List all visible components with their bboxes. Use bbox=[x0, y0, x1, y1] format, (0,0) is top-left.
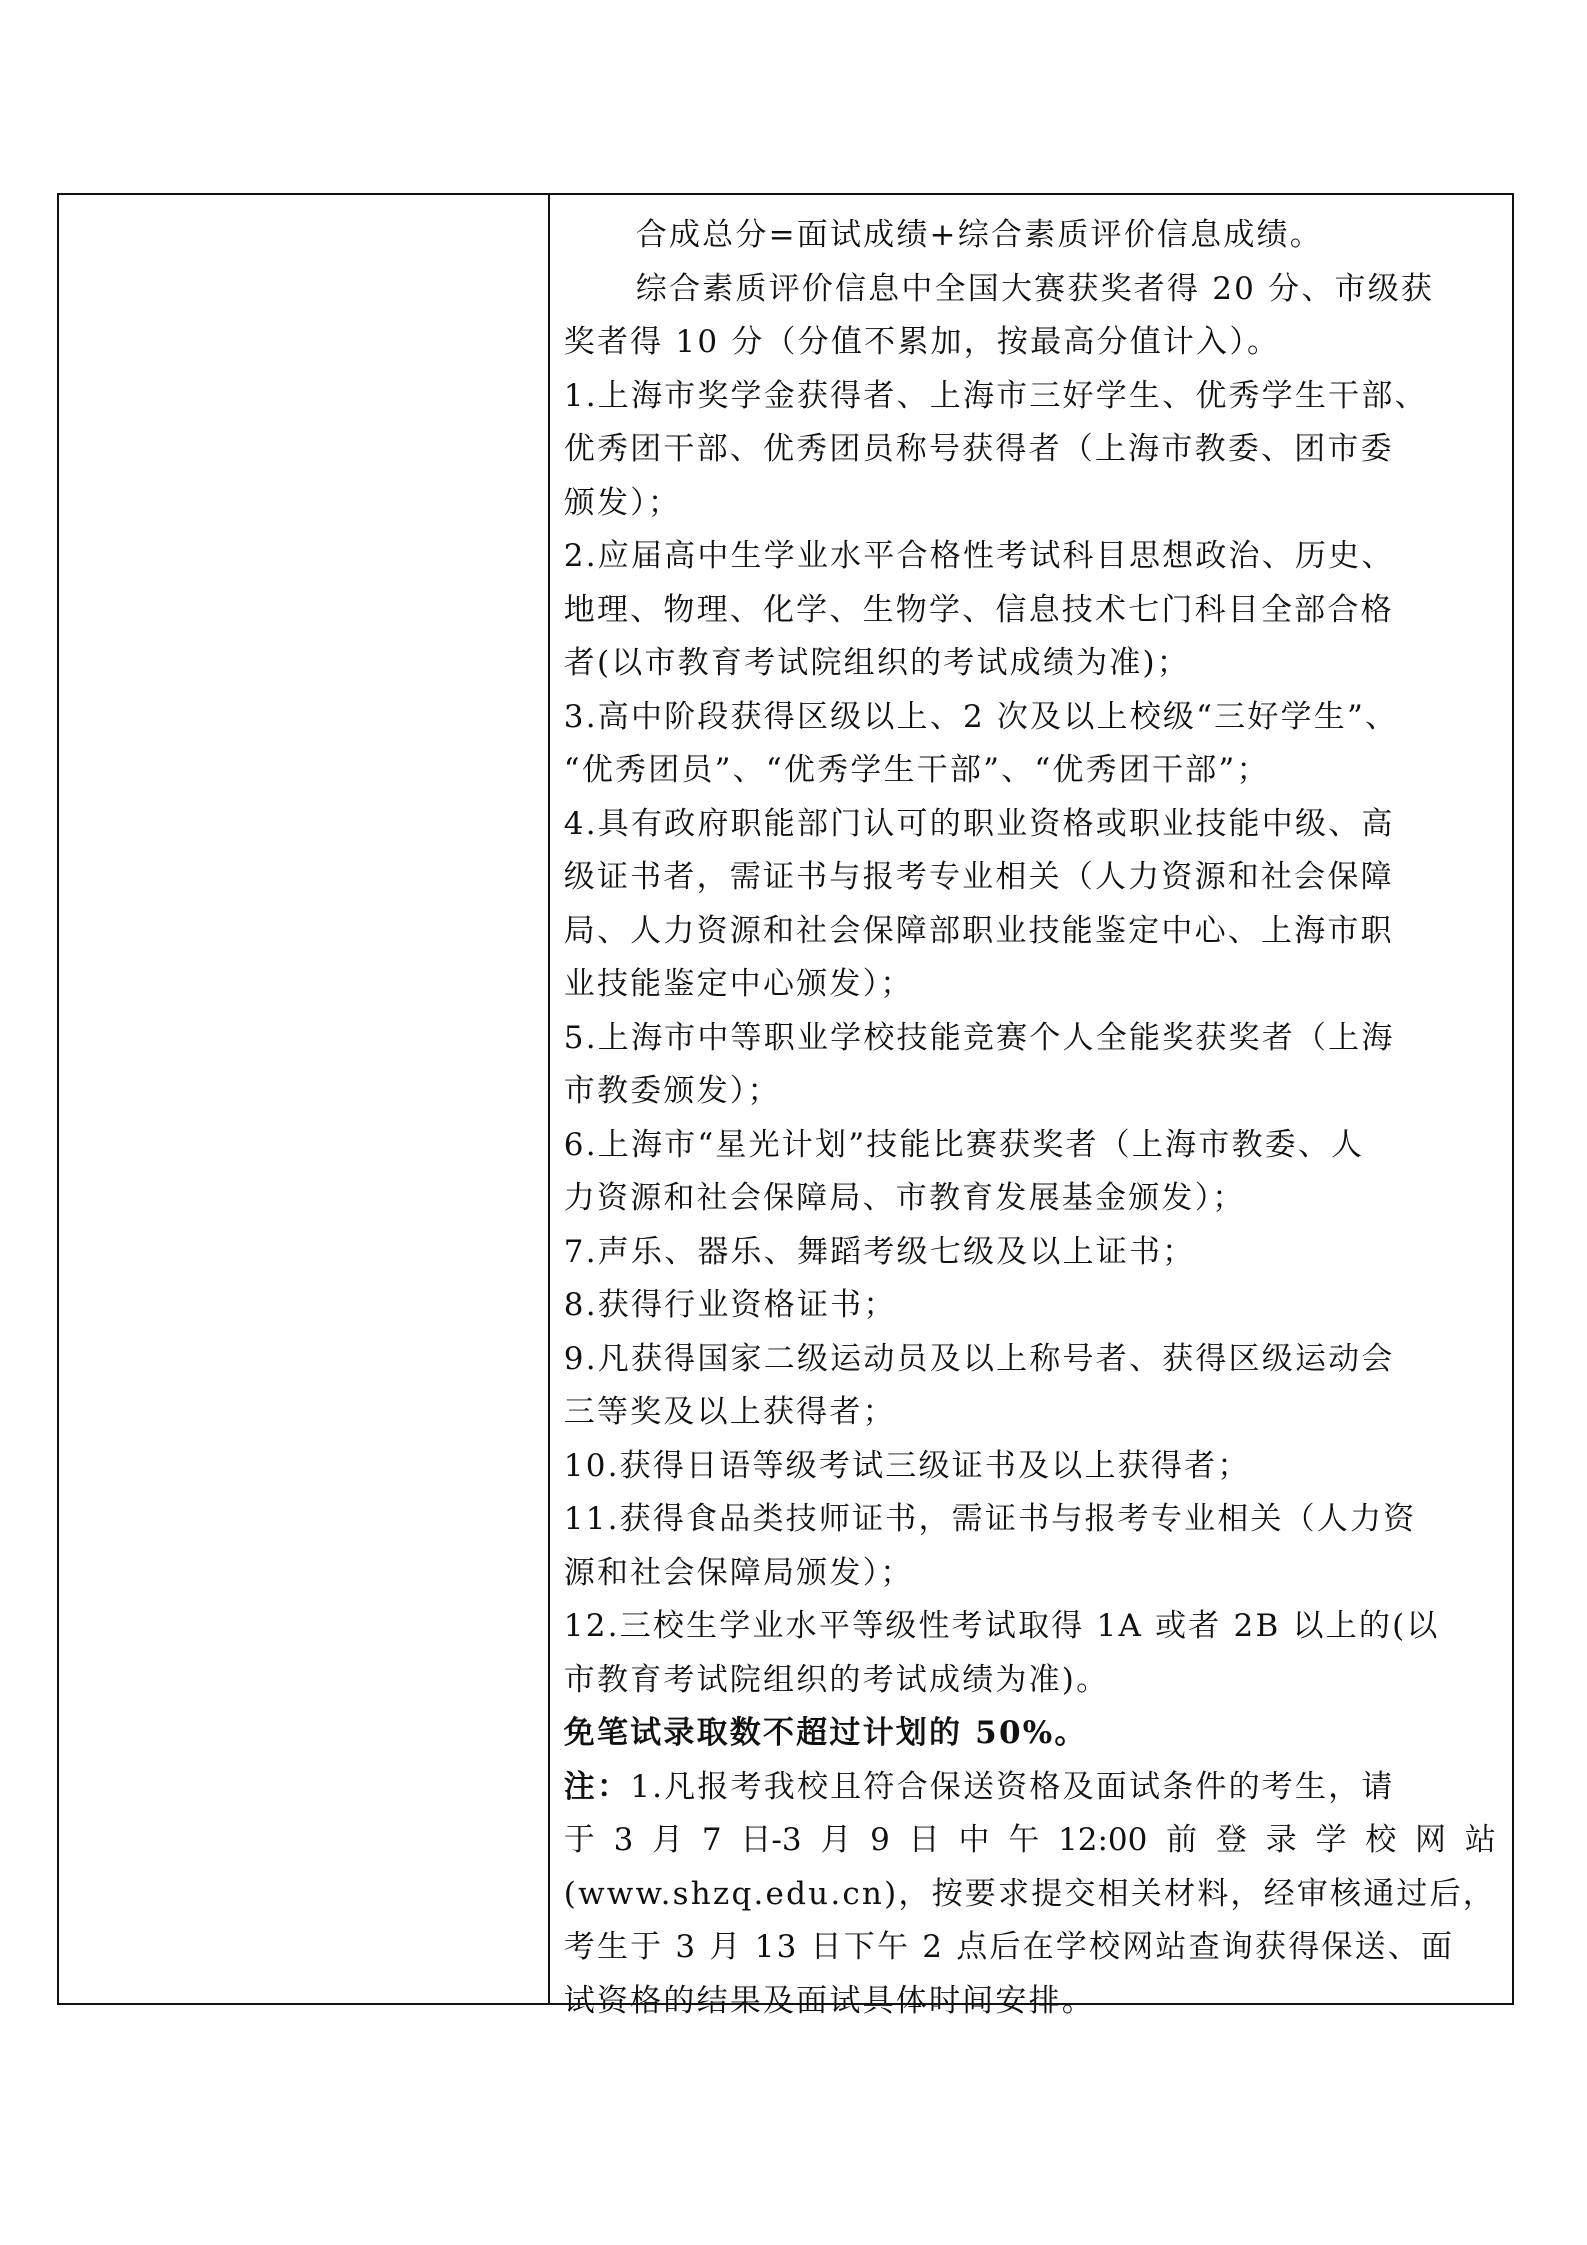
deadline-word: 前 bbox=[1166, 1822, 1198, 1858]
deadline-word: 站 bbox=[1464, 1822, 1496, 1858]
text-line: 9.凡获得国家二级运动员及以上称号者、获得区级运动会 bbox=[563, 1340, 1395, 1377]
text-line: 11.获得食品类技师证书，需证书与报考专业相关（人力资 bbox=[563, 1501, 1417, 1537]
deadline-word: 于 bbox=[563, 1822, 595, 1858]
text-line: 市教委颁发）； bbox=[563, 1073, 781, 1109]
text-line: 颁发）； bbox=[563, 484, 682, 521]
table-right-cell bbox=[550, 195, 1512, 2019]
note-label: 注： bbox=[563, 1768, 631, 1805]
text-line: 7.声乐、器乐、舞蹈考级七级及以上证书； bbox=[563, 1233, 1196, 1270]
text-line: 试资格的结果及面试具体时间安排。 bbox=[563, 1982, 1095, 2019]
deadline-word: 校 bbox=[1365, 1822, 1397, 1858]
text-line: 10.获得日语等级考试三级证书及以上获得者； bbox=[563, 1447, 1251, 1484]
text-line: “优秀团员”、“优秀学生干部”、“优秀团干部”； bbox=[563, 752, 1270, 788]
website-line: (www.shzq.edu.cn)，按要求提交相关材料，经审核通过后， bbox=[563, 1875, 1496, 1912]
text-line: 源和社会保障局颁发）； bbox=[563, 1554, 914, 1591]
text-line: 考生于 3 月 13 日下午 2 点后在学校网站查询获得保送、面 bbox=[563, 1929, 1455, 1965]
text-line: 3.高中阶段获得区级以上、2 次及以上校级“三好学生”、 bbox=[563, 698, 1399, 735]
text-line: 8.获得行业资格证书； bbox=[563, 1287, 897, 1323]
deadline-word: 月 bbox=[652, 1822, 684, 1858]
content-table bbox=[57, 193, 1514, 2019]
text-line: 三等奖及以上获得者； bbox=[563, 1394, 896, 1430]
text-line: 地理、物理、化学、生物学、信息技术七门科目全部合格 bbox=[563, 591, 1394, 628]
quota-note: 免笔试录取数不超过计划的 50%。 bbox=[563, 1715, 1088, 1751]
deadline-word: 12:00 bbox=[1058, 1822, 1148, 1858]
deadline-line bbox=[564, 1814, 1496, 1868]
text-line: 者(以市教育考试院组织的考试成绩为准)； bbox=[563, 645, 1190, 681]
deadline-word: 9 bbox=[870, 1822, 890, 1858]
table-left-cell bbox=[59, 195, 550, 2003]
text-line: 业技能鉴定中心颁发）； bbox=[563, 966, 914, 1002]
deadline-word: 午 bbox=[1008, 1822, 1040, 1858]
deadline-word: 学 bbox=[1315, 1822, 1347, 1858]
deadline-word: 登 bbox=[1215, 1822, 1247, 1858]
deadline-word: 网 bbox=[1415, 1822, 1447, 1858]
deadline-word: 日 bbox=[908, 1822, 940, 1858]
text-line: 12.三校生学业水平等级性考试取得 1A 或者 2B 以上的(以 bbox=[563, 1608, 1440, 1644]
deadline-word: 日-3 bbox=[740, 1822, 802, 1858]
text-line: 力资源和社会保障局、市教育发展基金颁发）； bbox=[563, 1180, 1246, 1216]
deadline-word: 中 bbox=[958, 1822, 990, 1858]
text-line: 合成总分=面试成绩+综合素质评价信息成绩。 bbox=[635, 217, 1323, 253]
deadline-word: 7 bbox=[701, 1822, 722, 1858]
text-line: 奖者得 10 分（分值不累加，按最高分值计入）。 bbox=[563, 324, 1281, 360]
text-line: 市教育考试院组织的考试成绩为准)。 bbox=[563, 1661, 1110, 1698]
text-line: 4.具有政府职能部门认可的职业资格或职业技能中级、高 bbox=[563, 805, 1395, 842]
text-line: 6.上海市“星光计划”技能比赛获奖者（上海市教委、人 bbox=[563, 1126, 1365, 1163]
text-line: 1.上海市奖学金获得者、上海市三好学生、优秀学生干部、 bbox=[563, 377, 1428, 414]
deadline-word: 月 bbox=[820, 1822, 852, 1858]
text-line: 级证书者，需证书与报考专业相关（人力资源和社会保障 bbox=[563, 859, 1394, 895]
note-line bbox=[564, 1761, 1496, 1815]
text-line: 局、人力资源和社会保障部职业技能鉴定中心、上海市职 bbox=[563, 912, 1394, 949]
text-line: 5.上海市中等职业学校技能竞赛个人全能奖获奖者（上海 bbox=[563, 1019, 1395, 1056]
text-line: 2.应届高中生学业水平合格性考试科目思想政治、历史、 bbox=[563, 538, 1395, 574]
text-line: 优秀团干部、优秀团员称号获得者（上海市教委、团市委 bbox=[563, 431, 1394, 467]
text-line: 综合素质评价信息中全国大赛获奖者得 20 分、市级获 bbox=[635, 270, 1435, 307]
deadline-word: 录 bbox=[1265, 1822, 1297, 1858]
deadline-word: 3 bbox=[613, 1822, 634, 1858]
note-text: 1.凡报考我校且符合保送资格及面试条件的考生，请 bbox=[630, 1768, 1395, 1805]
